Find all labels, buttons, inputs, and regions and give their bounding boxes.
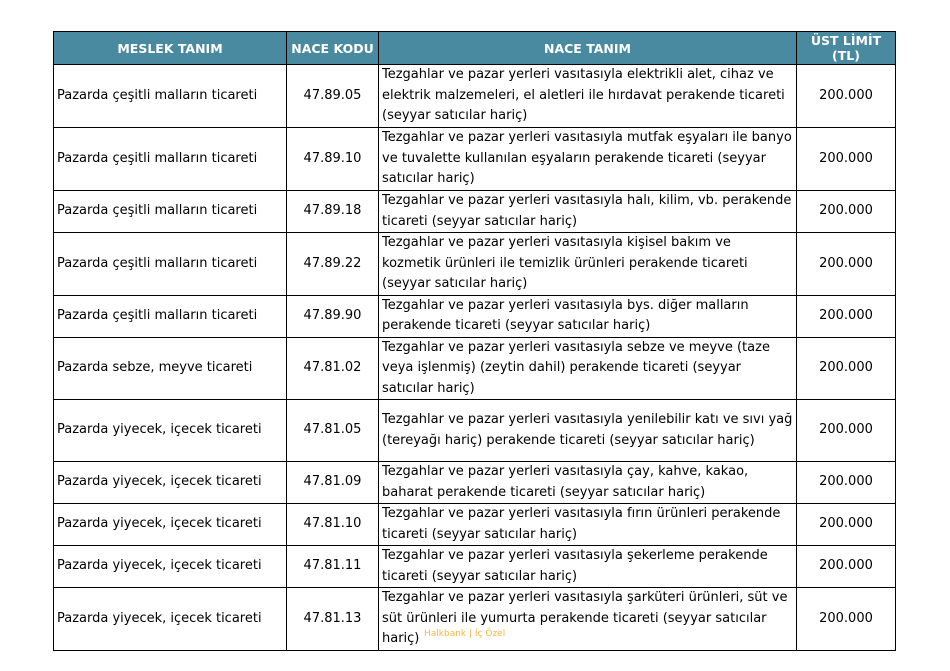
- meslek-cell: Pazarda çeşitli malların ticareti: [54, 191, 287, 233]
- nace-code-cell: 47.81.02: [287, 337, 379, 400]
- header-ust-limit: ÜST LİMİT (TL): [797, 32, 896, 65]
- nace-description-cell: Tezgahlar ve pazar yerleri vasıtasıyla çay, kahve, kakao, baharat perakende ticareti (seyyar satıcılar hariç): [379, 462, 797, 504]
- nace-code-cell: 47.81.10: [287, 504, 379, 546]
- header-meslek-tanim: MESLEK TANIM: [54, 32, 287, 65]
- limit-cell: 200.000: [797, 462, 896, 504]
- header-nace-kodu: NACE KODU: [287, 32, 379, 65]
- limit-cell: 200.000: [797, 295, 896, 337]
- table-row: [54, 191, 896, 233]
- nace-description-cell: Tezgahlar ve pazar yerleri vasıtasıyla fırın ürünleri perakende ticareti (seyyar satıcılar hariç): [379, 504, 797, 546]
- header-nace-tanim: NACE TANIM: [379, 32, 797, 65]
- nace-description-cell: Tezgahlar ve pazar yerleri vasıtasıyla şekerleme perakende ticareti (seyyar satıcılar hariç): [379, 546, 797, 588]
- nace-code-cell: 47.89.90: [287, 295, 379, 337]
- limit-cell: 200.000: [797, 588, 896, 651]
- meslek-cell: Pazarda çeşitli malların ticareti: [54, 233, 287, 296]
- table-row: [54, 128, 896, 191]
- nace-code-cell: 47.89.18: [287, 191, 379, 233]
- meslek-cell: Pazarda çeşitli malların ticareti: [54, 295, 287, 337]
- table-row: [54, 295, 896, 337]
- limit-cell: 200.000: [797, 191, 896, 233]
- nace-table: [53, 31, 896, 651]
- limit-cell: 200.000: [797, 504, 896, 546]
- nace-code-cell: 47.89.05: [287, 65, 379, 128]
- limit-cell: 200.000: [797, 128, 896, 191]
- table-row: [54, 337, 896, 400]
- nace-code-cell: 47.81.11: [287, 546, 379, 588]
- limit-cell: 200.000: [797, 546, 896, 588]
- limit-cell: 200.000: [797, 65, 896, 128]
- nace-description-cell: Tezgahlar ve pazar yerleri vasıtasıyla kişisel bakım ve kozmetik ürünleri ile temizlik ürünleri perakende ticareti (seyyar satıcılar hariç): [379, 233, 797, 296]
- nace-description-cell: Tezgahlar ve pazar yerleri vasıtasıyla bys. diğer malların perakende ticareti (seyyar satıcılar hariç): [379, 295, 797, 337]
- table-row: [54, 65, 896, 128]
- nace-code-cell: 47.81.05: [287, 400, 379, 462]
- nace-description-cell: Tezgahlar ve pazar yerleri vasıtasıyla şarküteri ürünleri, süt ve süt ürünleri ile yumurta perakende ticareti (seyyar satıcılar hariç): [379, 588, 797, 651]
- nace-code-cell: 47.89.22: [287, 233, 379, 296]
- table-row: [54, 400, 896, 462]
- meslek-cell: Pazarda çeşitli malların ticareti: [54, 128, 287, 191]
- meslek-cell: Pazarda yiyecek, içecek ticareti: [54, 462, 287, 504]
- meslek-cell: Pazarda yiyecek, içecek ticareti: [54, 504, 287, 546]
- nace-description-cell: Tezgahlar ve pazar yerleri vasıtasıyla mutfak eşyaları ile banyo ve tuvalette kullanılan eşyaların perakende ticareti (seyyar satıcılar hariç): [379, 128, 797, 191]
- nace-code-cell: 47.81.13: [287, 588, 379, 651]
- limit-cell: 200.000: [797, 400, 896, 462]
- limit-cell: 200.000: [797, 233, 896, 296]
- nace-description-cell: Tezgahlar ve pazar yerleri vasıtasıyla halı, kilim, vb. perakende ticareti (seyyar satıcılar hariç): [379, 191, 797, 233]
- table-row: [54, 462, 896, 504]
- limit-cell: 200.000: [797, 337, 896, 400]
- meslek-cell: Pazarda yiyecek, içecek ticareti: [54, 546, 287, 588]
- meslek-cell: Pazarda yiyecek, içecek ticareti: [54, 588, 287, 651]
- nace-description-cell: Tezgahlar ve pazar yerleri vasıtasıyla yenilebilir katı ve sıvı yağ (tereyağı hariç) perakende ticareti (seyyar satıcılar hariç): [379, 400, 797, 462]
- classification-footer: Halkbank | İç Özel: [424, 629, 506, 639]
- nace-code-cell: 47.81.09: [287, 462, 379, 504]
- table-row: [54, 233, 896, 296]
- table-row: [54, 588, 896, 651]
- meslek-cell: Pazarda çeşitli malların ticareti: [54, 65, 287, 128]
- table-row: [54, 546, 896, 588]
- meslek-cell: Pazarda yiyecek, içecek ticareti: [54, 400, 287, 462]
- table-header-row: [54, 32, 896, 65]
- meslek-cell: Pazarda sebze, meyve ticareti: [54, 337, 287, 400]
- nace-description-cell: Tezgahlar ve pazar yerleri vasıtasıyla elektrikli alet, cihaz ve elektrik malzemeleri, el aletleri ile hırdavat perakende ticareti (seyyar satıcılar hariç): [379, 65, 797, 128]
- nace-description-cell: Tezgahlar ve pazar yerleri vasıtasıyla sebze ve meyve (taze veya işlenmiş) (zeytin dahil) perakende ticareti (seyyar satıcılar hariç): [379, 337, 797, 400]
- nace-code-cell: 47.89.10: [287, 128, 379, 191]
- table-row: [54, 504, 896, 546]
